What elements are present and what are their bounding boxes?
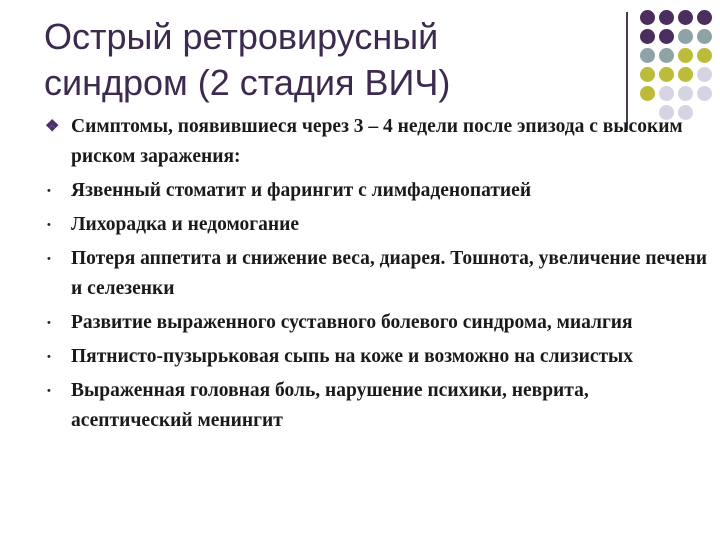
diamond-bullet-icon: ❖ — [45, 118, 60, 135]
decorative-dot — [697, 67, 712, 82]
decorative-dot — [697, 29, 712, 44]
dot-bullet-icon: • — [47, 185, 51, 197]
decorative-dot — [640, 29, 655, 44]
list-item — [40, 176, 712, 206]
list-item — [40, 308, 712, 338]
list-item-text: Лихорадка и недомогание — [71, 214, 300, 235]
decorative-dot — [678, 86, 693, 101]
list-item-text: Симптомы, появившиеся через 3 – 4 недели после эпизода с высоким риском заражения: — [71, 116, 683, 167]
decorative-dot — [640, 86, 655, 101]
dot-bullet-icon: • — [47, 351, 51, 363]
dot-bullet-icon: • — [47, 253, 51, 265]
title-line-2: синдром (2 стадия ВИЧ) — [44, 62, 451, 103]
list-item — [40, 210, 712, 240]
list-item — [40, 112, 712, 172]
decorative-dot — [678, 67, 693, 82]
list-item-text: Пятнисто-пузырьковая сыпь на коже и возможно на слизистых — [71, 346, 634, 367]
decorative-dot — [697, 10, 712, 25]
decorative-dot — [640, 48, 655, 63]
decorative-dot — [678, 29, 693, 44]
list-item — [40, 376, 712, 436]
decorative-dot — [659, 67, 674, 82]
decorative-dot — [697, 48, 712, 63]
decorative-dot — [659, 29, 674, 44]
list-item-text: Развитие выраженного суставного болевого синдрома, миалгия — [71, 312, 633, 333]
list-item — [40, 342, 712, 372]
bullet-list — [40, 112, 712, 436]
decorative-dot — [697, 86, 712, 101]
decorative-dot — [640, 67, 655, 82]
decorative-dot — [640, 10, 655, 25]
decorative-dot — [659, 10, 674, 25]
list-item-text: Выраженная головная боль, нарушение психики, неврита, асептический менингит — [71, 380, 589, 431]
dot-bullet-icon: • — [47, 317, 51, 329]
dot-bullet-icon: • — [47, 219, 51, 231]
decorative-dot — [678, 48, 693, 63]
title-line-1: Острый ретровирусный — [44, 16, 439, 57]
list-item-text: Потеря аппетита и снижение веса, диарея. Тошнота, увеличение печени и селезенки — [71, 248, 707, 299]
list-item — [40, 244, 712, 304]
decorative-dot — [659, 48, 674, 63]
list-item-text: Язвенный стоматит и фарингит с лимфаденопатией — [71, 180, 532, 201]
dot-bullet-icon: • — [47, 385, 51, 397]
slide-title — [44, 14, 604, 106]
decorative-dot — [659, 86, 674, 101]
decorative-dot — [678, 10, 693, 25]
